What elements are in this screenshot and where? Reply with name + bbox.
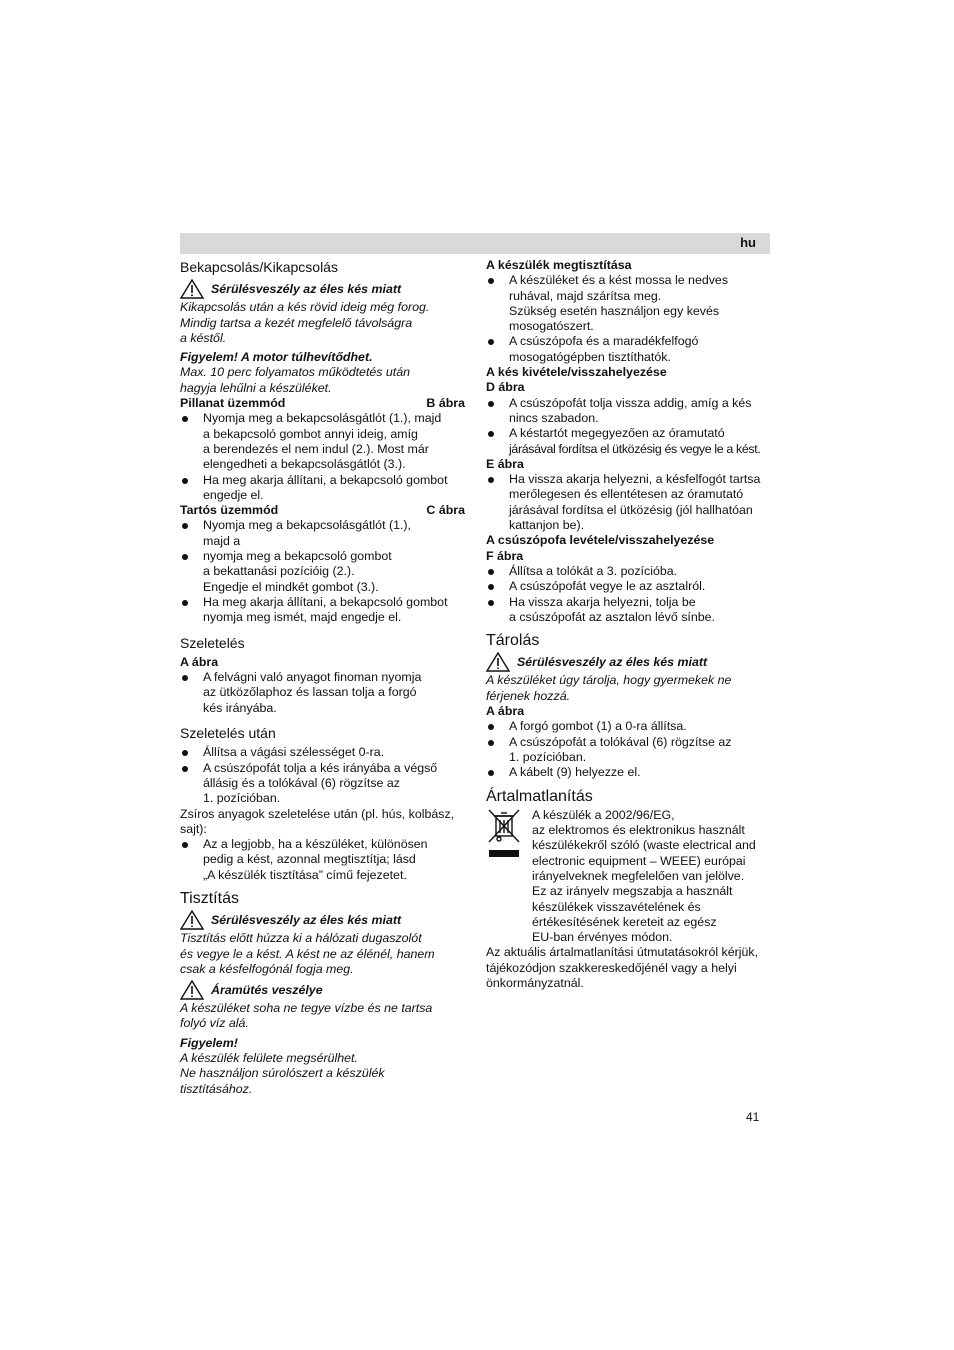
list-line: A csúszópofát tolja vissza addig, amíg a kés bbox=[509, 395, 752, 410]
warning-heading bbox=[486, 652, 772, 672]
list-item bbox=[180, 473, 465, 504]
warning-text: Sérülésveszély az éles kés miatt bbox=[211, 281, 402, 296]
list-line: A készüléket és a kést mossa le nedves bbox=[509, 273, 729, 288]
figure-ref: B ábra bbox=[426, 396, 465, 411]
list-line: a bekapcsoló gombot annyi ideig, amíg bbox=[203, 426, 418, 441]
list-line: Nyomja meg a bekapcsolásgátlót (1.), majd bbox=[203, 411, 442, 426]
warning-line: A készüléket soha ne tegye vízbe és ne tartsa bbox=[180, 1001, 433, 1016]
list-line: pedig a kést, azonnal megtisztítja; lásd bbox=[203, 852, 416, 867]
list-item bbox=[486, 579, 772, 594]
warning-line: csak a késfelfogónál fogja meg. bbox=[180, 961, 354, 976]
list-line: Ha vissza akarja helyezni, a késfelfogót tartsa bbox=[509, 472, 761, 487]
list-item bbox=[486, 765, 772, 780]
warning-triangle-icon bbox=[180, 980, 204, 1000]
warning-line: Mindig tartsa a kezét megfelelő távolságra bbox=[180, 315, 413, 330]
warning-line: férjenek hozzá. bbox=[486, 688, 571, 703]
list-item bbox=[180, 411, 465, 472]
paragraph-line: sajt): bbox=[180, 821, 207, 836]
list-line: Állítsa a tolókát a 3. pozícióba. bbox=[509, 563, 678, 578]
text-line: készülékek visszavételének és bbox=[532, 899, 701, 914]
note-line: hagyja lehűlni a készüléket. bbox=[180, 380, 332, 395]
list-line: a berendezés el nem indul (2.). Most már bbox=[203, 441, 429, 456]
list-line: Szükség esetén használjon egy kevés bbox=[509, 303, 720, 318]
section-title-blade-removal: A kés kivétele/visszahelyezése bbox=[486, 365, 667, 380]
note-heading: Figyelem! bbox=[180, 1035, 238, 1050]
list-item bbox=[486, 595, 772, 626]
list-item bbox=[486, 735, 772, 766]
list-line: A késtartót megegyezően az óramutató bbox=[509, 426, 725, 441]
warning-heading bbox=[180, 910, 465, 930]
list-line: nyomja meg ismét, majd engedje el. bbox=[203, 610, 402, 625]
list-item bbox=[180, 761, 465, 807]
list-item bbox=[486, 426, 772, 457]
warning-line: Kikapcsolás után a kés rövid ideig még forog. bbox=[180, 300, 430, 315]
note-line: Max. 10 perc folyamatos működtetés után bbox=[180, 365, 411, 380]
list-line: a bekattanási pozícióig (2.). bbox=[203, 564, 355, 579]
list-line: Ha meg akarja állítani, a bekapcsoló gombot bbox=[203, 472, 448, 487]
list-item bbox=[180, 837, 465, 883]
figure-ref: D ábra bbox=[486, 380, 525, 395]
language-code: hu bbox=[740, 235, 756, 250]
text-line: EU-ban érvényes módon. bbox=[532, 930, 673, 945]
figure-ref: F ábra bbox=[486, 548, 524, 563]
list-item bbox=[486, 564, 772, 579]
section-title-device-cleaning: A készülék megtisztítása bbox=[486, 258, 632, 272]
note-heading: Figyelem! A motor túlhevítődhet. bbox=[180, 350, 373, 365]
list-line: 1. pozícióban. bbox=[203, 791, 281, 806]
warning-line: Tisztítás előtt húzza ki a hálózati dugaszolót bbox=[180, 931, 422, 946]
text-line: electronic equipment – WEEE) európai bbox=[532, 853, 746, 868]
list-line: nyomja meg a bekapcsoló gombot bbox=[203, 549, 392, 564]
crossed-out-wheelie-bin-icon bbox=[486, 808, 522, 860]
list-line: „A készülék tisztítása” című fejezetet. bbox=[203, 867, 407, 882]
text-line: Ez az irányelv megszabja a használt bbox=[532, 884, 733, 899]
list-line: elengedheti a bekapcsolásgátlót (3.). bbox=[203, 457, 406, 472]
list-line: az ütközőlaphoz és lassan tolja a forgó bbox=[203, 685, 417, 700]
section-title-on-off: Bekapcsolás/Kikapcsolás bbox=[180, 259, 338, 275]
list-line: A csúszópofát a tolókával (6) rögzítse az bbox=[509, 734, 732, 749]
list-line: A csúszópofa és a maradékfelfogó bbox=[509, 334, 699, 349]
warning-triangle-icon bbox=[486, 652, 510, 672]
page-number: 41 bbox=[746, 1110, 760, 1124]
list-line: mosogatószert. bbox=[509, 319, 594, 334]
list-line: mosogatógépben tisztíthatók. bbox=[509, 349, 671, 364]
list-line: kés irányába. bbox=[203, 700, 277, 715]
left-column bbox=[180, 258, 465, 1097]
list-line: állásig és a tolókával (6) rögzítse az bbox=[203, 775, 400, 790]
list-line: Engedje el mindkét gombot (3.). bbox=[203, 579, 379, 594]
list-item bbox=[486, 334, 772, 365]
warning-triangle-icon bbox=[180, 910, 204, 930]
section-title-after-slicing: Szeletelés után bbox=[180, 725, 276, 742]
warning-line: és vegye le a kést. A kést ne az élénél, hanem bbox=[180, 946, 435, 961]
warning-triangle-icon bbox=[180, 279, 204, 299]
warning-text: Sérülésveszély az éles kés miatt bbox=[517, 654, 708, 669]
language-header-bar bbox=[180, 233, 770, 254]
list-line: Ha meg akarja állítani, a bekapcsoló gombot bbox=[203, 594, 448, 609]
warning-heading bbox=[180, 980, 465, 1000]
list-line: A forgó gombot (1) a 0-ra állítsa. bbox=[509, 719, 687, 734]
list-line: járásával fordítsa el ütközésig (jól hallhatóan bbox=[509, 502, 753, 517]
list-line: A csúszópofát vegye le az asztalról. bbox=[509, 579, 706, 594]
paragraph-line: Az aktuális ártalmatlanítási útmutatásokról kérjük, bbox=[486, 945, 759, 960]
disposal-text bbox=[532, 808, 756, 946]
list-line: A felvágni való anyagot finoman nyomja bbox=[203, 670, 422, 685]
warning-text: Sérülésveszély az éles kés miatt bbox=[211, 912, 402, 927]
list-line: Az a legjobb, ha a készüléket, különösen bbox=[203, 837, 428, 852]
list-item bbox=[486, 273, 772, 334]
text-line: irányelveknek megfelelően van jelölve. bbox=[532, 868, 745, 883]
paragraph-line: önkormányzatnál. bbox=[486, 976, 584, 991]
text-line: készülékekről szóló (waste electrical and bbox=[532, 838, 756, 853]
right-column bbox=[486, 258, 772, 991]
list-line: 1. pozícióban. bbox=[509, 749, 587, 764]
text-line: értékesítésének kereteit az egész bbox=[532, 914, 717, 929]
list-item bbox=[486, 719, 772, 734]
list-item bbox=[180, 549, 465, 595]
mode-label: Tartós üzemmód bbox=[180, 503, 279, 518]
list-line: A csúszópofát tolja a kés irányába a végső bbox=[203, 760, 438, 775]
figure-ref: E ábra bbox=[486, 456, 524, 471]
note-line: tisztításához. bbox=[180, 1081, 253, 1096]
figure-ref: A ábra bbox=[180, 654, 219, 669]
warning-line: A készüléket úgy tárolja, hogy gyermekek ne bbox=[486, 673, 732, 688]
warning-text: Áramütés veszélye bbox=[211, 982, 323, 997]
section-title-carriage: A csúszópofa levétele/visszahelyezése bbox=[486, 533, 715, 548]
list-line: merőlegesen és ellentétesen az óramutató bbox=[509, 487, 744, 502]
warning-line: a késtől. bbox=[180, 330, 227, 345]
mode-label: Pillanat üzemmód bbox=[180, 396, 286, 411]
list-line: Nyomja meg a bekapcsolásgátlót (1.), bbox=[203, 518, 411, 533]
note-line: A készülék felülete megsérülhet. bbox=[180, 1051, 358, 1066]
mode-heading-continuous bbox=[180, 503, 465, 518]
list-line: ruhával, majd szárítsa meg. bbox=[509, 288, 662, 303]
list-item bbox=[180, 745, 465, 760]
warning-heading bbox=[180, 279, 465, 299]
list-item bbox=[180, 595, 465, 626]
list-line: kattanjon be). bbox=[509, 518, 585, 533]
text-line: A készülék a 2002/96/EG, bbox=[532, 807, 675, 822]
figure-ref: C ábra bbox=[426, 503, 465, 518]
list-line: majd a bbox=[203, 533, 241, 548]
section-title-cleaning: Tisztítás bbox=[180, 889, 239, 907]
paragraph-line: Zsíros anyagok szeletelése után (pl. hús, kolbász, bbox=[180, 806, 455, 821]
list-item bbox=[486, 472, 772, 533]
section-title-storage: Tárolás bbox=[486, 632, 540, 650]
text-line: az elektromos és elektronikus használt bbox=[532, 823, 745, 838]
section-title-slicing: Szeletelés bbox=[180, 634, 245, 651]
list-item bbox=[180, 670, 465, 716]
list-line: Ha vissza akarja helyezni, tolja be bbox=[509, 594, 696, 609]
figure-ref: A ábra bbox=[486, 704, 525, 719]
paragraph-line: tájékozódjon szakkereskedőjénél vagy a helyi bbox=[486, 960, 737, 975]
disposal-block bbox=[486, 808, 772, 946]
list-line: nincs szabadon. bbox=[509, 410, 599, 425]
list-line: engedje el. bbox=[203, 487, 264, 502]
list-line: járásával fordítsa el ütközésig és vegye le a kést. bbox=[509, 441, 761, 456]
list-item bbox=[180, 518, 465, 549]
list-line: a csúszópofát az asztalon lévő sínbe. bbox=[509, 609, 715, 624]
list-item bbox=[486, 396, 772, 427]
mode-heading-momentary bbox=[180, 396, 465, 411]
warning-line: folyó víz alá. bbox=[180, 1016, 249, 1031]
note-line: Ne használjon súrolószert a készülék bbox=[180, 1066, 385, 1081]
section-title-disposal: Ártalmatlanítás bbox=[486, 787, 593, 805]
list-line: A kábelt (9) helyezze el. bbox=[509, 765, 641, 780]
list-line: Állítsa a vágási szélességet 0-ra. bbox=[203, 745, 385, 760]
